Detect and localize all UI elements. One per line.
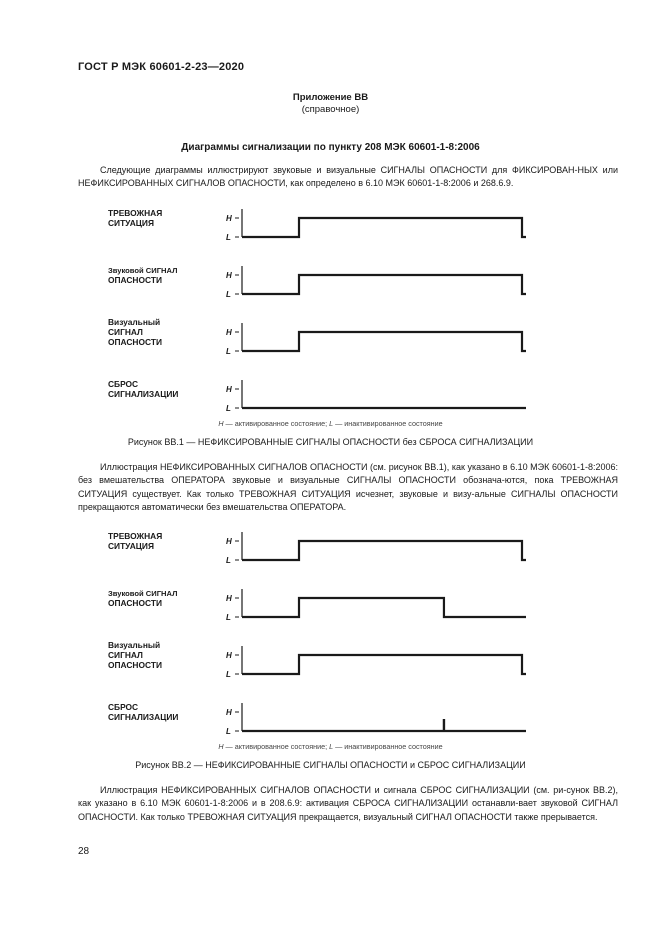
level-h-label: H: [226, 537, 232, 546]
paragraph-2-text: Иллюстрация НЕФИКСИРОВАННЫХ СИГНАЛОВ ОПАСНОСТИ (см. рисунок ВВ.1), как указано в 6.10 МЭК 60601-1-8:2006: без вмешательства ОПЕРАТОРА звуковые и визуальные СИГНАЛЫ ОПАСНОСТИ обознача-ются, пока ТРЕВОЖНАЯ СИТУАЦИЯ существует. Как только ТРЕВОЖНАЯ СИТУАЦИЯ исчезнет, звуковые и визу-альные СИГНАЛЫ ОПАСНОСТИ прекращаются автоматически без вмешательства ОПЕРАТОРА.: [78, 462, 618, 513]
signal-trace: [242, 655, 526, 674]
level-h-label: H: [226, 214, 232, 223]
legend-l-symbol: L: [329, 742, 334, 751]
level-l-label: L: [226, 233, 231, 242]
signal-row: [108, 379, 526, 413]
signal-label-line: ОПАСНОСТИ: [108, 598, 162, 608]
section-title: Диаграммы сигнализации по пункту 208 МЭК 60601-1-8:2006: [181, 142, 480, 153]
level-h-label: H: [226, 328, 232, 337]
signal-trace: [242, 598, 526, 617]
document-header: ГОСТ Р МЭК 60601-2-23—2020: [78, 61, 245, 73]
legend-h-text: — активированное состояние;: [223, 419, 330, 428]
signal-trace: [242, 541, 526, 560]
level-h-label: H: [226, 708, 232, 717]
level-l-label: L: [226, 556, 231, 565]
figure1-svg: [108, 207, 588, 412]
signal-label-line: ОПАСНОСТИ: [108, 660, 162, 670]
figure2-diagram: [108, 530, 588, 735]
signal-trace: [242, 218, 526, 237]
level-h-label: H: [226, 271, 232, 280]
signal-label-line: СБРОС: [108, 702, 139, 712]
legend-h-text: — активированное состояние;: [223, 742, 330, 751]
level-h-label: H: [226, 651, 232, 660]
level-l-label: L: [226, 290, 231, 299]
signal-row: [108, 640, 526, 679]
paragraph-3-text: Иллюстрация НЕФИКСИРОВАННЫХ СИГНАЛОВ ОПАСНОСТИ и сигнала СБРОС СИГНАЛИЗАЦИИ (см. ри-сунок ВВ.2), как указано в 6.10 МЭК 60601-1-8:2006 и в 208.6.9: активация СБРОСА СИГНАЛИЗАЦИИ останавли-вает звуковой СИГНАЛ ОПАСНОСТИ. Как только ТРЕВОЖНАЯ СИТУАЦИЯ прекращается, визуальный СИГНАЛ ОПАСНОСТИ также прерывается.: [78, 785, 618, 822]
signal-row: [108, 208, 526, 242]
signal-row: [108, 317, 526, 356]
intro-text: Следующие диаграммы иллюстрируют звуковые и визуальные СИГНАЛЫ ОПАСНОСТИ для ФИКСИРОВАН-НЫХ или НЕФИКСИРОВАННЫХ СИГНАЛОВ ОПАСНОСТИ, как определено в 6.10 МЭК 60601-1-8:2006 и 268.6.9.: [78, 165, 618, 189]
intro-paragraph: [78, 164, 618, 191]
figure2-svg: [108, 530, 588, 735]
signal-label-line: Звуковой СИГНАЛ: [108, 589, 178, 598]
level-l-label: L: [226, 727, 231, 736]
paragraph-2: [78, 461, 618, 515]
legend-l-symbol: L: [329, 419, 334, 428]
level-l-label: L: [226, 404, 231, 413]
figure1-diagram: [108, 207, 588, 412]
signal-row: [108, 702, 526, 736]
signal-label-line: СБРОС: [108, 379, 139, 389]
signal-label-line: Визуальный: [108, 640, 161, 650]
legend-h-symbol: H: [218, 742, 224, 751]
figure2-caption: Рисунок ВВ.2 — НЕФИКСИРОВАННЫЕ СИГНАЛЫ ОПАСНОСТИ и СБРОС СИГНАЛИЗАЦИИ: [135, 760, 526, 770]
signal-label-line: СИТУАЦИЯ: [108, 541, 154, 551]
annex-title: Приложение ВВ: [292, 92, 369, 103]
legend-h-symbol: H: [218, 419, 224, 428]
level-h-label: H: [226, 594, 232, 603]
signal-label-line: СИТУАЦИЯ: [108, 218, 154, 228]
signal-trace: [242, 275, 526, 294]
signal-row: [108, 266, 526, 299]
level-l-label: L: [226, 670, 231, 679]
figure1-legend: [0, 419, 661, 428]
signal-trace: [242, 332, 526, 351]
legend-l-text: — инактивированное состояние: [333, 419, 443, 428]
signal-label-line: ОПАСНОСТИ: [108, 275, 162, 285]
signal-row: [108, 589, 526, 622]
signal-row: [108, 531, 526, 565]
signal-label-line: ТРЕВОЖНАЯ: [108, 531, 163, 541]
annex-subtitle: (справочное): [301, 104, 360, 115]
signal-label-line: СИГНАЛИЗАЦИИ: [108, 712, 179, 722]
paragraph-3: [78, 784, 618, 824]
page-number: 28: [78, 846, 90, 857]
signal-label-line: СИГНАЛ: [108, 650, 143, 660]
level-l-label: L: [226, 613, 231, 622]
level-l-label: L: [226, 347, 231, 356]
signal-label-line: СИГНАЛИЗАЦИИ: [108, 389, 179, 399]
legend-l-text: — инактивированное состояние: [333, 742, 443, 751]
figure1-caption: Рисунок ВВ.1 — НЕФИКСИРОВАННЫЕ СИГНАЛЫ ОПАСНОСТИ без СБРОСА СИГНАЛИЗАЦИИ: [127, 437, 534, 447]
signal-label-line: Визуальный: [108, 317, 161, 327]
signal-label-line: СИГНАЛ: [108, 327, 143, 337]
signal-label-line: ОПАСНОСТИ: [108, 337, 162, 347]
signal-label-line: ТРЕВОЖНАЯ: [108, 208, 163, 218]
figure2-legend: [0, 742, 661, 751]
signal-label-line: Звуковой СИГНАЛ: [108, 266, 178, 275]
level-h-label: H: [226, 385, 232, 394]
